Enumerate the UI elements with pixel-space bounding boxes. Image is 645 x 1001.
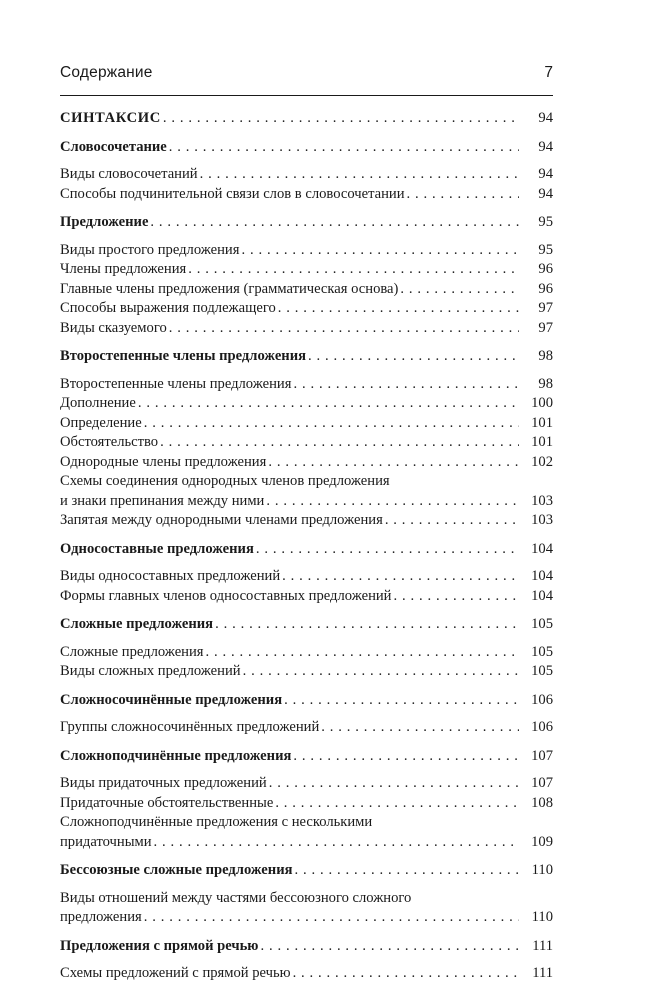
toc-section — [60, 109, 553, 129]
dot-leader — [138, 394, 519, 414]
toc-section — [60, 138, 553, 205]
toc-entry-page: 97 — [538, 300, 553, 316]
toc-section-heading[interactable] — [60, 213, 553, 233]
toc-section-heading[interactable] — [60, 347, 553, 367]
toc-entry[interactable] — [60, 319, 553, 339]
dot-leader — [266, 492, 519, 512]
toc-entry-title: Виды односоставных предложений — [60, 568, 281, 584]
toc-heading-title: Односоставные предложения — [60, 540, 254, 557]
toc-entry-title: Схемы соединения однородных членов предложения — [60, 473, 390, 489]
toc-entry-page: 98 — [538, 375, 553, 392]
toc-entry-title: Способы выражения подлежащего — [60, 300, 276, 316]
dot-leader — [284, 691, 519, 711]
toc-entry-page: 106 — [531, 719, 553, 735]
page-number: 7 — [544, 64, 553, 81]
dot-leader — [293, 747, 519, 767]
toc-section — [60, 540, 553, 607]
dot-leader — [385, 511, 519, 531]
toc-heading-page: 105 — [531, 616, 553, 632]
running-header-title: Содержание — [60, 64, 153, 81]
dot-leader — [163, 109, 519, 129]
toc-entry[interactable] — [60, 185, 553, 205]
toc-heading-page: 94 — [538, 110, 553, 126]
toc-heading-page: 104 — [531, 540, 553, 557]
toc-section-heading[interactable] — [60, 109, 553, 129]
toc-heading-page: 106 — [531, 691, 553, 708]
toc-entry-title: Группы сложносочинённых предложений — [60, 719, 320, 735]
dot-leader — [308, 347, 519, 367]
toc-entry[interactable] — [60, 813, 553, 852]
toc-heading-title: Сложносочинённые предложения — [60, 691, 283, 708]
toc-entry-title-cont: предложения — [60, 909, 142, 925]
dot-leader — [188, 260, 519, 280]
toc-heading-title: Бессоюзные сложные предложения — [60, 862, 293, 878]
dot-leader — [278, 299, 519, 319]
toc-entry[interactable] — [60, 299, 553, 319]
toc-entry-title: Обстоятельство — [60, 434, 159, 450]
toc-entry-page: 109 — [531, 833, 553, 850]
toc-entry-page: 105 — [531, 663, 553, 679]
dot-leader — [150, 213, 519, 233]
toc-entry-title: Сложноподчинённые предложения с несколькими — [60, 814, 373, 830]
toc-heading-title: Сложные предложения — [60, 616, 214, 632]
toc-heading-page: 94 — [538, 138, 553, 155]
header-rule — [60, 95, 553, 96]
toc-entry-page: 96 — [538, 261, 553, 277]
toc-entry-page: 101 — [531, 414, 553, 431]
dot-leader — [269, 774, 519, 794]
toc-heading-title: Сложноподчинённые предложения — [60, 747, 292, 764]
toc-section-heading[interactable] — [60, 691, 553, 711]
dot-leader — [400, 280, 519, 300]
toc-section-heading[interactable] — [60, 138, 553, 158]
toc-entry-title: Виды сказуемого — [60, 319, 167, 336]
toc-entry-page: 104 — [531, 587, 553, 604]
dot-leader — [295, 861, 519, 881]
toc-entry[interactable] — [60, 280, 553, 300]
toc-entry-title: Дополнение — [60, 395, 136, 411]
toc-entry[interactable] — [60, 774, 553, 794]
toc-entry[interactable] — [60, 433, 553, 453]
toc-entry[interactable] — [60, 889, 553, 928]
dot-leader — [144, 414, 519, 434]
toc-entry-continuation — [60, 492, 553, 512]
dot-leader — [260, 937, 519, 957]
toc-section-heading[interactable] — [60, 861, 553, 881]
toc-entry[interactable] — [60, 567, 553, 587]
dot-leader — [154, 833, 519, 853]
toc-entry-continuation — [60, 833, 553, 853]
dot-leader — [293, 375, 519, 395]
toc-entry-page: 111 — [532, 965, 553, 981]
toc-entry-title: Главные члены предложения (грамматическая основа) — [60, 280, 399, 297]
toc-entry-page: 100 — [531, 395, 553, 411]
toc-section-heading[interactable] — [60, 540, 553, 560]
toc-section — [60, 937, 553, 984]
toc-heading-title: Второстепенные члены предложения — [60, 348, 307, 364]
toc-entry-title: Второстепенные члены предложения — [60, 375, 292, 392]
toc-entry[interactable] — [60, 260, 553, 280]
toc-entry[interactable] — [60, 587, 553, 607]
toc-entry-title: Однородные члены предложения — [60, 453, 267, 470]
toc-entry-page: 94 — [538, 166, 553, 182]
toc-heading-page: 111 — [532, 937, 553, 954]
toc-entry[interactable] — [60, 375, 553, 395]
dot-leader — [321, 718, 519, 738]
dot-leader — [144, 908, 519, 928]
toc-section-heading[interactable] — [60, 615, 553, 635]
dot-leader — [206, 643, 519, 663]
toc-entry[interactable] — [60, 472, 553, 511]
toc-section — [60, 347, 553, 531]
toc-entry[interactable] — [60, 165, 553, 185]
toc-entry-title: Способы подчинительной связи слов в словосочетании — [60, 185, 405, 202]
dot-leader — [160, 433, 519, 453]
toc-entry-title-cont: и знаки препинания между ними — [60, 492, 265, 509]
dot-leader — [275, 794, 519, 814]
toc-entry-page: 103 — [531, 512, 553, 528]
toc-entry-page: 97 — [538, 319, 553, 336]
toc-entry-title-cont: придаточными — [60, 833, 152, 850]
toc-entry[interactable] — [60, 718, 553, 738]
toc-entry[interactable] — [60, 453, 553, 473]
toc-entry-page: 102 — [531, 453, 553, 470]
toc-entry-title: Формы главных членов односоставных предложений — [60, 587, 392, 604]
toc-entry-title: Виды простого предложения — [60, 241, 240, 258]
toc-section — [60, 213, 553, 338]
toc-entry[interactable] — [60, 662, 553, 682]
toc-entry-title: Запятая между однородными членами предложения — [60, 512, 383, 528]
toc-entry-continuation — [60, 908, 553, 928]
dot-leader — [169, 319, 519, 339]
toc-section — [60, 747, 553, 853]
toc-entry-title: Виды отношений между частями бессоюзного сложного — [60, 889, 412, 906]
running-header — [60, 64, 553, 86]
toc-heading-page: 110 — [531, 862, 553, 878]
toc-heading-page: 98 — [538, 348, 553, 364]
dot-leader — [200, 165, 519, 185]
toc-entry-page: 107 — [531, 775, 553, 791]
dot-leader — [256, 540, 519, 560]
toc-entry-title: Виды придаточных предложений — [60, 775, 267, 791]
toc-heading-title: Словосочетание — [60, 138, 167, 155]
toc-entry[interactable] — [60, 643, 553, 663]
toc-entry-page: 110 — [531, 909, 553, 925]
toc-entry-title: Схемы предложений с прямой речью — [60, 965, 291, 981]
dot-leader — [282, 567, 519, 587]
toc-entry[interactable] — [60, 511, 553, 531]
toc-entry-page: 95 — [538, 241, 553, 258]
toc-entry[interactable] — [60, 964, 553, 984]
toc-section — [60, 861, 553, 928]
toc-section — [60, 615, 553, 682]
dot-leader — [243, 662, 519, 682]
toc-heading-page: 107 — [531, 747, 553, 764]
dot-leader — [268, 453, 519, 473]
toc-entry-page: 108 — [531, 794, 553, 811]
toc-entry[interactable] — [60, 241, 553, 261]
dot-leader — [169, 138, 519, 158]
toc-entry[interactable] — [60, 394, 553, 414]
toc-section-heading[interactable] — [60, 747, 553, 767]
toc-section — [60, 691, 553, 738]
toc-heading-title: Предложения с прямой речью — [60, 937, 259, 954]
toc-heading-title: СИНТАКСИС — [60, 110, 161, 126]
toc-entry-title: Виды сложных предложений — [60, 663, 241, 679]
toc-entry-title: Члены предложения — [60, 261, 187, 277]
toc-entry-page: 94 — [538, 185, 553, 202]
toc-entry-title: Придаточные обстоятельственные — [60, 794, 274, 811]
toc-heading-title: Предложение — [60, 214, 149, 230]
toc-entry-title: Сложные предложения — [60, 643, 204, 660]
dot-leader — [407, 185, 519, 205]
toc-entry[interactable] — [60, 794, 553, 814]
toc-entry-title: Определение — [60, 414, 142, 431]
toc-entry-page: 96 — [538, 280, 553, 297]
toc-entry-page: 103 — [531, 492, 553, 509]
dot-leader — [241, 241, 519, 261]
toc-entry-page: 105 — [531, 643, 553, 660]
toc-entry-page: 104 — [531, 568, 553, 584]
table-of-contents — [60, 109, 553, 993]
toc-entry[interactable] — [60, 414, 553, 434]
dot-leader — [394, 587, 520, 607]
toc-section-heading[interactable] — [60, 937, 553, 957]
toc-entry-page: 101 — [531, 434, 553, 450]
toc-entry-title: Виды словосочетаний — [60, 166, 198, 182]
dot-leader — [215, 615, 519, 635]
dot-leader — [293, 964, 519, 984]
toc-heading-page: 95 — [538, 214, 553, 230]
